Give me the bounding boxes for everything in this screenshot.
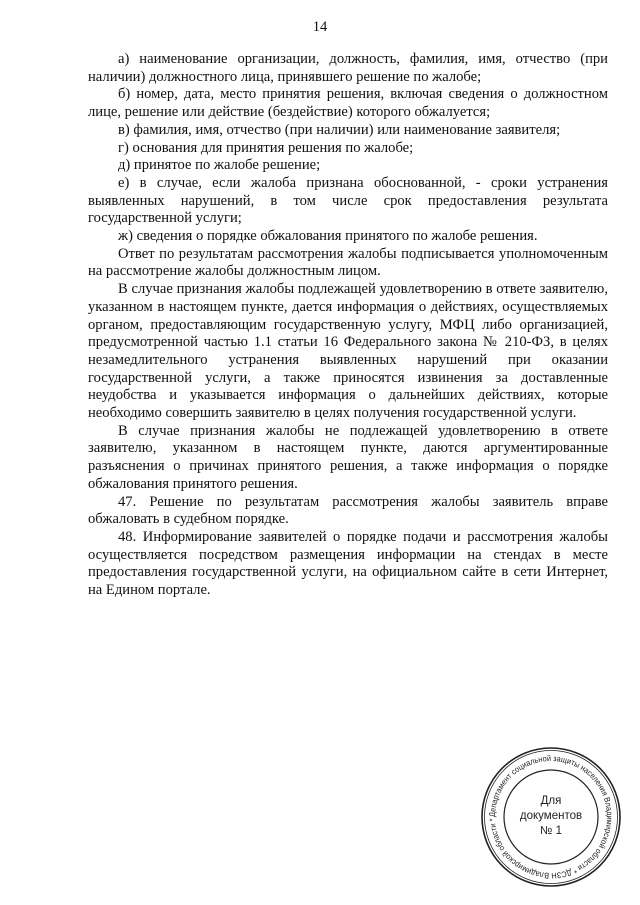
paragraph-48: 48. Информирование заявителей о порядке подачи и рассмотрения жалобы осуществляется посредством размещения информации на стендах в месте предоставления государственной услуги, на официальном сайте в сети Интернет, на Едином портале. <box>88 528 608 599</box>
paragraph-g: г) основания для принятия решения по жалобе; <box>118 139 414 156</box>
paragraph-complaint-satisfied: В случае признания жалобы подлежащей удовлетворению в ответе заявителю, указанном в настоящем пункте, дается информация о действиях, осуществляемых органом, предоставляющим государственную услугу, МФЦ либо организацией, предусмотренной частью 1.1 статьи 16 Федерального закона № 210-ФЗ, в целях незамедлительного устранения выявленных нарушений при оказании государственной услуги, а также приносятся извинения за доставленные неудобства и указывается информация о дальнейших действиях, которые необходимо совершить заявителю в целях получения государственной услуги. <box>88 281 608 422</box>
paragraph-e: е) в случае, если жалоба признана обоснованной, - сроки устранения выявленных нарушений, в том числе срок предоставления результата государственной услуги; <box>88 174 608 227</box>
document-stamp <box>480 746 622 888</box>
stamp-line-1: Для <box>540 795 562 807</box>
stamp-line-3: № 1 <box>540 825 562 837</box>
document-body <box>88 51 608 600</box>
paragraph-b: б) номер, дата, место принятия решения, включая сведения о должностном лице, решение или действие (бездействие) которого обжалуется; <box>88 86 608 121</box>
paragraph-a: а) наименование организации, должность, фамилия, имя, отчество (при наличии) должностного лица, принявшего решение по жалобе; <box>88 51 608 85</box>
paragraph-v: в) фамилия, имя, отчество (при наличии) или наименование заявителя; <box>118 121 561 138</box>
paragraph-47: 47. Решение по результатам рассмотрения жалобы заявитель вправе обжаловать в судебном порядке. <box>88 493 608 528</box>
paragraph-complaint-rejected: В случае признания жалобы не подлежащей удовлетворению в ответе заявителю, указанном в настоящем пункте, даются аргументированные разъяснения о причинах принятого решения, а также информация о порядке обжалования принятого решения. <box>88 422 608 492</box>
stamp-seal-icon <box>480 746 622 888</box>
stamp-line-2: документов <box>519 810 583 822</box>
page-number: 14 <box>312 19 328 35</box>
stamp-ring-text: Департамент социальной защиты населения Владимирской области * ДСЗН Владимирской области * <box>487 753 615 881</box>
paragraph-answer-signing: Ответ по результатам рассмотрения жалобы подписывается уполномоченным на рассмотрение жалобы должностным лицом. <box>88 245 608 280</box>
paragraph-zh: ж) сведения о порядке обжалования принятого по жалобе решения. <box>118 228 538 245</box>
paragraph-d: д) принятое по жалобе решение; <box>118 157 321 174</box>
